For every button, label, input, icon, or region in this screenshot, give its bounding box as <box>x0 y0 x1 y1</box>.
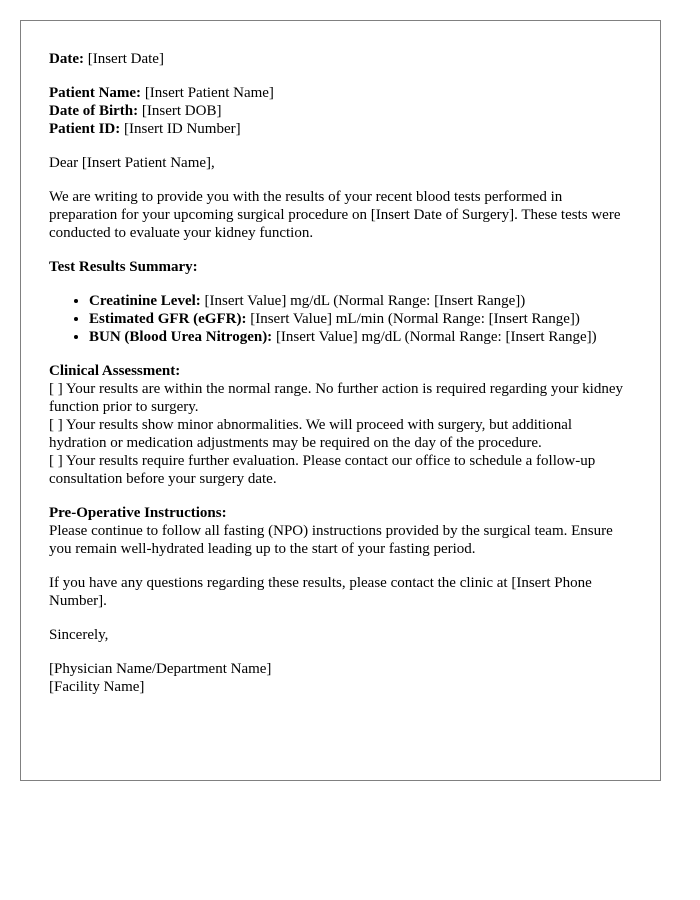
date-line <box>49 50 632 68</box>
date-value: [Insert Date] <box>87 51 164 67</box>
contact-paragraph: If you have any questions regarding these results, please contact the clinic at [Insert Phone Number]. <box>49 575 592 609</box>
date-label: Date: <box>49 51 84 67</box>
patient-name-value: [Insert Patient Name] <box>144 85 274 101</box>
assessment-option-further: [ ] Your results require further evaluation. Please contact our office to schedule a follow-up consultation before your surgery date. <box>49 453 596 487</box>
result-item-egfr <box>89 310 632 328</box>
assessment-option-minor: [ ] Your results show minor abnormalities. We will proceed with surgery, but additional hydration or medication adjustments may be required on the day of the procedure. <box>49 417 573 451</box>
closing: Sincerely, <box>49 627 109 643</box>
results-heading-text: Test Results Summary: <box>49 259 198 275</box>
intro-paragraph: We are writing to provide you with the results of your recent blood tests performed in preparation for your upcoming surgical procedure on [Insert Date of Surgery]. These tests were conducted to evaluate your kidney function. <box>49 189 621 241</box>
patient-info <box>49 84 632 138</box>
letter-page <box>20 20 661 781</box>
results-heading <box>49 258 632 276</box>
patient-id-value: [Insert ID Number] <box>124 121 241 137</box>
dob-label: Date of Birth: <box>49 103 139 119</box>
signature-block <box>49 660 632 696</box>
patient-id-line <box>49 120 632 138</box>
physician-name: [Physician Name/Department Name] <box>49 661 272 677</box>
dob-line <box>49 102 632 120</box>
result-value: [Insert Value] mL/min (Normal Range: [Insert Range]) <box>250 311 580 327</box>
clinical-assessment <box>49 362 632 488</box>
results-list <box>49 292 632 346</box>
facility-name: [Facility Name] <box>49 679 145 695</box>
result-label: BUN (Blood Urea Nitrogen): <box>89 329 273 345</box>
patient-id-label: Patient ID: <box>49 121 121 137</box>
assessment-heading: Clinical Assessment: <box>49 363 181 379</box>
result-item-creatinine <box>89 292 632 310</box>
result-value: [Insert Value] mg/dL (Normal Range: [Insert Range]) <box>275 329 597 345</box>
preop-heading: Pre-Operative Instructions: <box>49 505 227 521</box>
result-item-bun <box>89 328 632 346</box>
result-value: [Insert Value] mg/dL (Normal Range: [Insert Range]) <box>204 293 526 309</box>
patient-name-label: Patient Name: <box>49 85 142 101</box>
assessment-option-normal: [ ] Your results are within the normal range. No further action is required regarding your kidney function prior to surgery. <box>49 381 624 415</box>
result-label: Creatinine Level: <box>89 293 201 309</box>
patient-name-line <box>49 84 632 102</box>
preop-instructions <box>49 504 632 558</box>
dob-value: [Insert DOB] <box>141 103 222 119</box>
salutation: Dear [Insert Patient Name], <box>49 155 215 171</box>
preop-text: Please continue to follow all fasting (NPO) instructions provided by the surgical team. Ensure you remain well-hydrated leading up to the start of your fasting period. <box>49 523 613 557</box>
result-label: Estimated GFR (eGFR): <box>89 311 247 327</box>
